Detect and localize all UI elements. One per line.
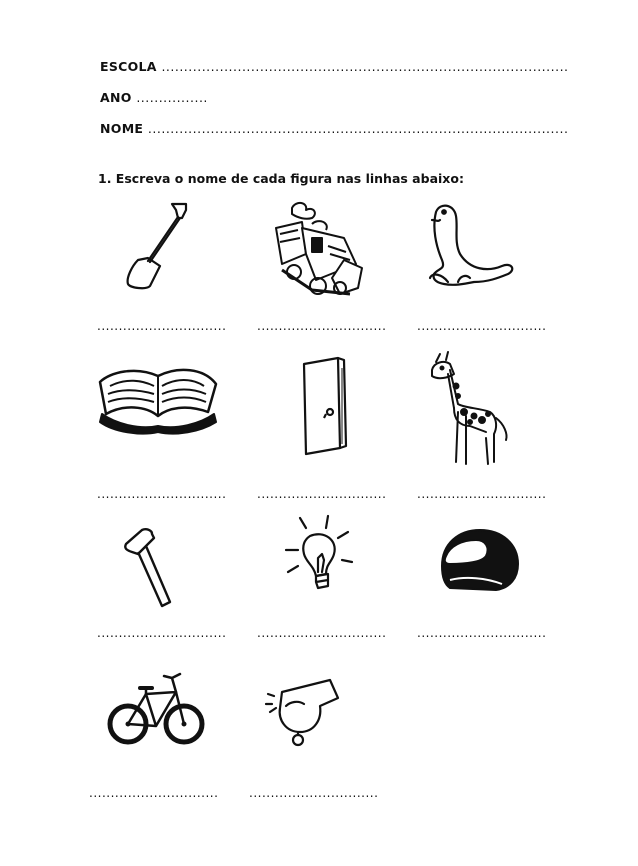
answer-line-4[interactable]: .............................. xyxy=(97,487,227,501)
answer-line-2[interactable]: .............................. xyxy=(257,319,387,333)
exercise-instruction: 1. Escreva o nome de cada figura nas linhas abaixo: xyxy=(98,171,464,186)
name-line[interactable]: .............................................................................................. xyxy=(147,121,569,136)
answer-line-7[interactable]: .............................. xyxy=(97,626,227,640)
bicycle-icon xyxy=(106,666,206,750)
whistle-icon xyxy=(264,676,344,748)
train-icon xyxy=(272,198,368,298)
answer-line-6[interactable]: .............................. xyxy=(417,487,547,501)
hammer-icon xyxy=(120,526,180,610)
book-icon xyxy=(96,362,220,436)
answer-line-10[interactable]: .............................. xyxy=(89,786,219,800)
name-label: NOME xyxy=(100,121,144,136)
year-field xyxy=(100,90,208,105)
answer-line-11[interactable]: .............................. xyxy=(249,786,379,800)
answer-line-5[interactable]: .............................. xyxy=(257,487,387,501)
answer-line-9[interactable]: .............................. xyxy=(417,626,547,640)
shovel-icon xyxy=(120,200,200,292)
answer-line-3[interactable]: .............................. xyxy=(417,319,547,333)
school-field xyxy=(100,59,569,74)
helmet-icon xyxy=(436,526,522,596)
answer-line-8[interactable]: .............................. xyxy=(257,626,387,640)
name-field xyxy=(100,121,568,136)
giraffe-icon xyxy=(424,350,514,470)
seal-icon xyxy=(418,198,518,290)
year-line[interactable]: ................ xyxy=(136,90,208,105)
school-line[interactable]: ........................................................................................... xyxy=(161,59,569,74)
year-label: ANO xyxy=(100,90,132,105)
lightbulb-icon xyxy=(282,514,358,598)
door-icon xyxy=(296,354,350,458)
school-label: ESCOLA xyxy=(100,59,157,74)
answer-line-1[interactable]: .............................. xyxy=(97,319,227,333)
